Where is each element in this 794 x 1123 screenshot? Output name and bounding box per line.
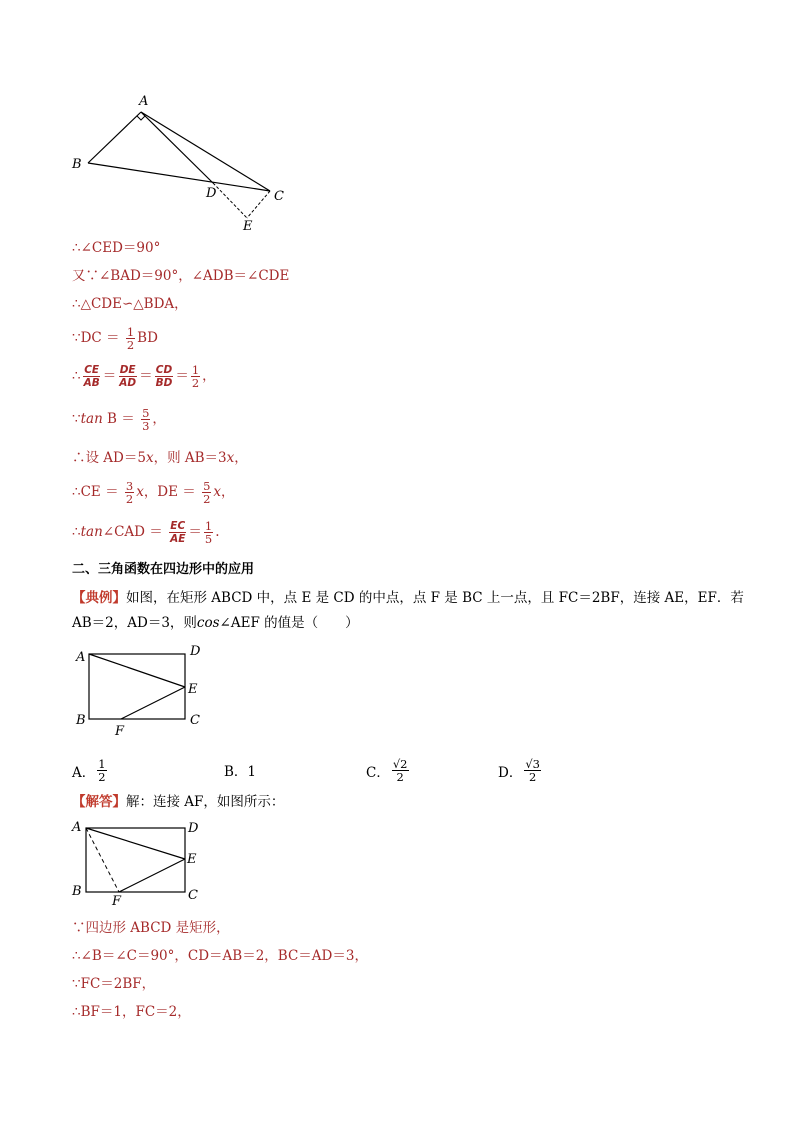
- svg-text:E: E: [188, 682, 198, 697]
- svg-text:B: B: [76, 713, 86, 728]
- svg-text:D: D: [188, 821, 199, 836]
- svg-text:F: F: [112, 894, 122, 905]
- svg-text:A: A: [72, 820, 82, 835]
- solution-3: ∵FC＝2BF，: [72, 976, 156, 992]
- choice-c[interactable]: C． $\frac{√2}{2}$: [366, 757, 408, 784]
- rectangle-figure-with-af: [66, 815, 216, 905]
- section-heading: 二、三角函数在四边形中的应用: [72, 562, 255, 577]
- example-tag: 【典例】: [72, 590, 126, 606]
- example-line-1: 【典例】如图，在矩形 ABCD 中，点 E 是 CD 的中点，点 F 是 BC 上一点，且 FC＝2BF，连接 AE，EF．若: [72, 590, 744, 606]
- label-e: E: [243, 219, 253, 234]
- label-b: B: [72, 157, 82, 172]
- svg-text:D: D: [190, 644, 201, 659]
- choice-d[interactable]: D． $\frac{√3}{2}$: [498, 757, 540, 784]
- solution-2: ∴∠B＝∠C＝90°，CD＝AB＝2，BC＝AD＝3，: [72, 948, 368, 964]
- svg-text:C: C: [188, 888, 198, 903]
- fraction: $\frac{1}{2}$: [126, 325, 135, 352]
- answer-tag: 【解答】: [72, 794, 126, 810]
- choice-a[interactable]: A． $\frac{1}{2}$: [72, 757, 106, 784]
- step-1: ∴∠CED＝90°: [72, 240, 161, 256]
- step-3: ∴△CDE∽△BDA，: [72, 296, 188, 312]
- label-a: A: [139, 94, 149, 109]
- example-line-2: AB＝2，AD＝3，则cos∠AEF 的值是（ ）: [72, 615, 359, 631]
- label-d: D: [206, 186, 217, 201]
- solution-1: ∵四边形 ABCD 是矩形，: [72, 920, 230, 936]
- triangle-figure: [60, 88, 300, 238]
- step-7: ∴设 AD＝5x，则 AB＝3x，: [72, 450, 248, 466]
- step-4: ∵DC ＝ $\frac{1}{2}$ BD: [72, 325, 158, 352]
- step-2: 又∵∠BAD＝90°，∠ADB＝∠CDE: [72, 268, 290, 284]
- step-9: ∴tan∠CAD ＝ $\frac{EC}{AE}$ ＝ $\frac{1}{5}$ .: [72, 519, 220, 546]
- step-8: ∴CE ＝ $\frac{3}{2}$ x，DE ＝ $\frac{5}{2}$ x，: [72, 479, 235, 506]
- svg-text:A: A: [76, 650, 86, 665]
- svg-text:E: E: [187, 852, 197, 867]
- svg-text:C: C: [190, 713, 200, 728]
- step-6: ∵tan B ＝ $\frac{5}{3}$ ，: [72, 406, 166, 433]
- solution-4: ∴BF＝1，FC＝2，: [72, 1004, 191, 1020]
- step-5: ∴ $\frac{CE}{AB}$ ＝ $\frac{DE}{AD}$ ＝ $\frac{CD}{BD}$ ＝ $\frac{1}{2}$ ，: [72, 363, 216, 390]
- svg-text:F: F: [115, 724, 125, 739]
- rectangle-figure: [70, 642, 220, 742]
- svg-text:B: B: [72, 884, 82, 899]
- label-c: C: [274, 189, 284, 204]
- answer-line: 【解答】解：连接 AF，如图所示：: [72, 794, 285, 810]
- choice-b[interactable]: B．1: [224, 764, 257, 780]
